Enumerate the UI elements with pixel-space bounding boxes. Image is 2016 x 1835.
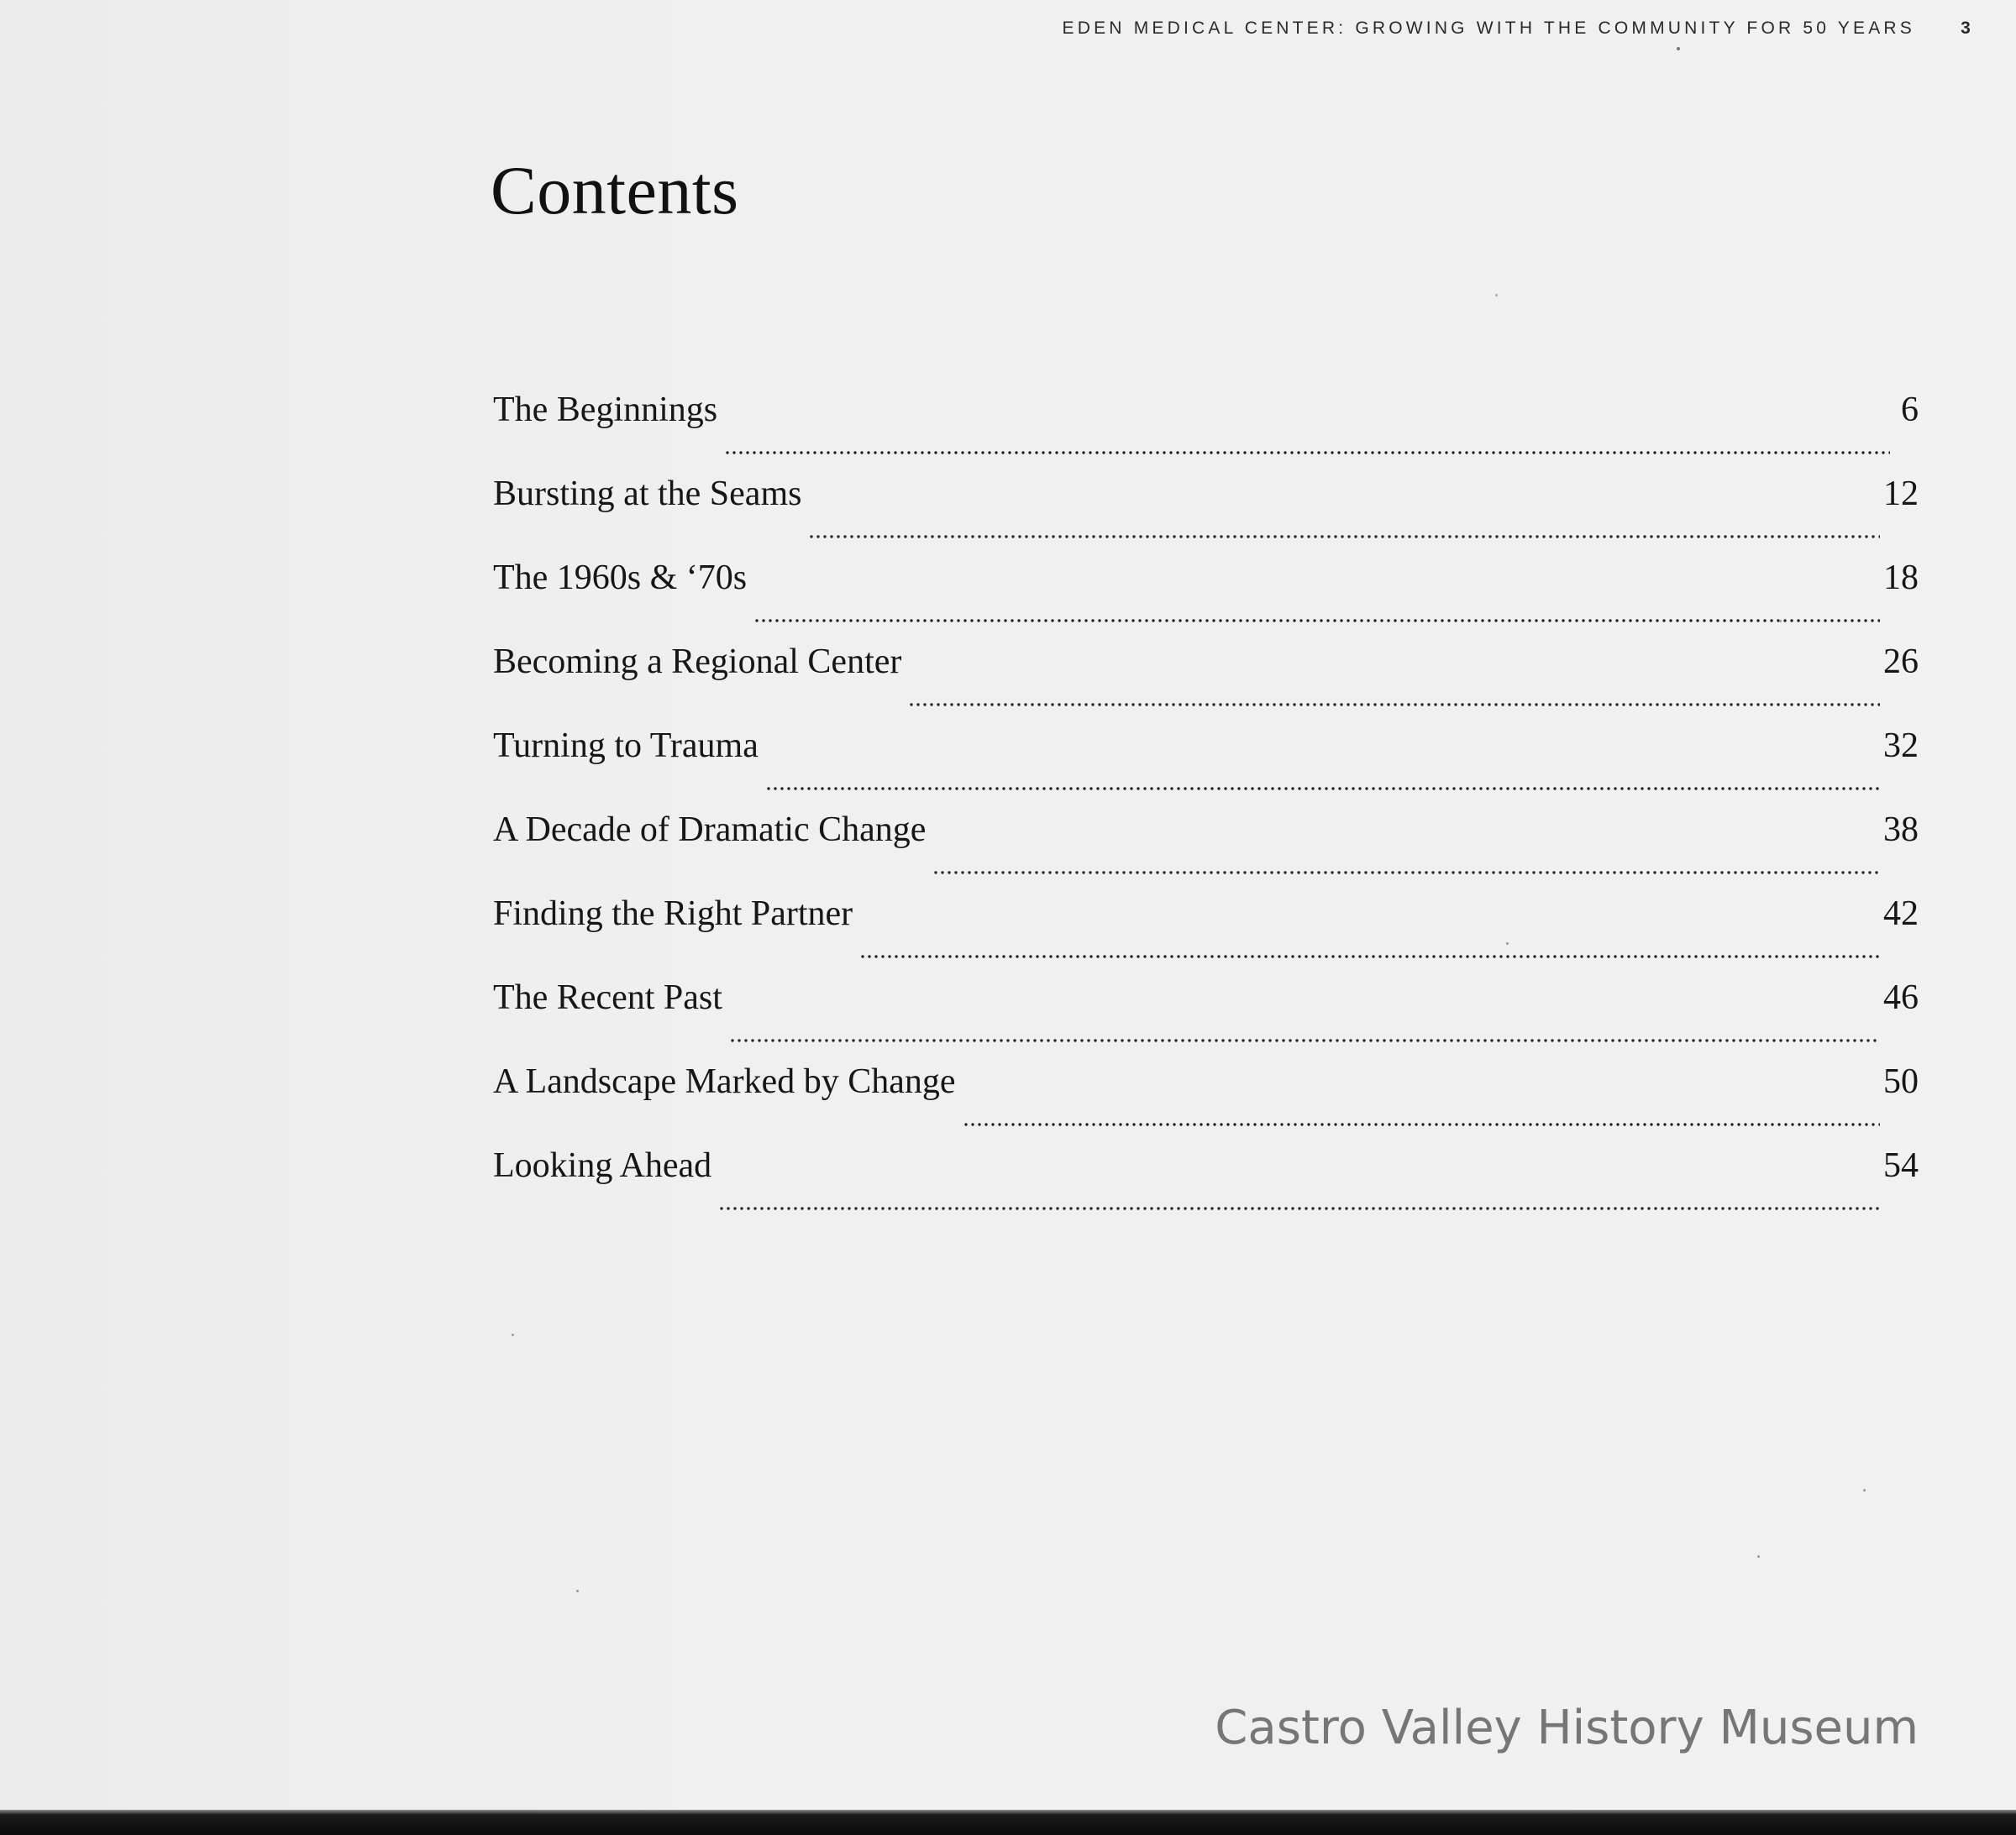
toc-entry-page: 46 [1883,978,1919,1017]
dot-leader [765,787,1880,790]
dot-leader [724,451,1890,454]
toc-entry-title: The Recent Past [493,978,722,1017]
toc-entry-page: 26 [1883,642,1919,681]
toc-entry[interactable] [493,1140,1919,1224]
toc-entry-page: 54 [1883,1146,1919,1185]
toc-entry-title: The Beginnings [493,391,718,429]
dot-leader [908,703,1880,706]
toc-entry[interactable] [493,637,1919,721]
dot-leader [729,1039,1880,1042]
scan-speck [576,1590,579,1592]
scan-speck [1677,47,1680,50]
toc-entry[interactable] [493,805,1919,889]
dot-leader [753,619,1880,622]
toc-entry-page: 32 [1883,726,1919,765]
dot-leader [718,1207,1880,1210]
toc-entry-title: Finding the Right Partner [493,894,853,933]
toc-entry-title: Becoming a Regional Center [493,642,902,681]
toc-entry-page: 42 [1883,894,1919,933]
dot-leader [859,955,1880,958]
scan-speck [1757,1555,1760,1558]
running-header: EDEN MEDICAL CENTER: GROWING WITH THE COMMUNITY FOR 50 YEARS [1062,18,1915,38]
scan-speck [512,1334,514,1336]
toc-entry-title: Turning to Trauma [493,726,759,765]
toc-entry-title: A Landscape Marked by Change [493,1062,956,1101]
toc-entry[interactable] [493,973,1919,1056]
watermark: Castro Valley History Museum [1215,1701,1919,1755]
scan-speck [1863,1489,1866,1492]
toc-entry-page: 38 [1883,810,1919,849]
toc-entry-title: A Decade of Dramatic Change [493,810,927,849]
page-number: 3 [1961,18,1971,38]
toc-entry-title: Bursting at the Seams [493,474,802,513]
page-title: Contents [491,152,739,228]
scan-speck [1495,294,1498,296]
scan-speck [1506,942,1509,945]
scan-bottom-edge [0,1810,2016,1835]
scan-speck [1779,620,1782,622]
toc-entry[interactable] [493,385,1919,469]
toc-entry[interactable] [493,1056,1919,1140]
dot-leader [808,535,1880,538]
toc-entry-page: 12 [1883,474,1919,513]
toc-entry-page: 18 [1883,558,1919,597]
dot-leader [932,871,1880,874]
toc-entry-page: 50 [1883,1062,1919,1101]
toc-entry[interactable] [493,469,1919,553]
dot-leader [963,1123,1881,1126]
toc-entry-title: Looking Ahead [493,1146,712,1185]
toc-entry-page: 6 [1901,391,1919,429]
toc-entry[interactable] [493,889,1919,973]
toc-entry[interactable] [493,553,1919,637]
toc-entry[interactable] [493,721,1919,805]
table-of-contents [493,385,1919,1224]
toc-entry-title: The 1960s & ‘70s [493,558,748,597]
